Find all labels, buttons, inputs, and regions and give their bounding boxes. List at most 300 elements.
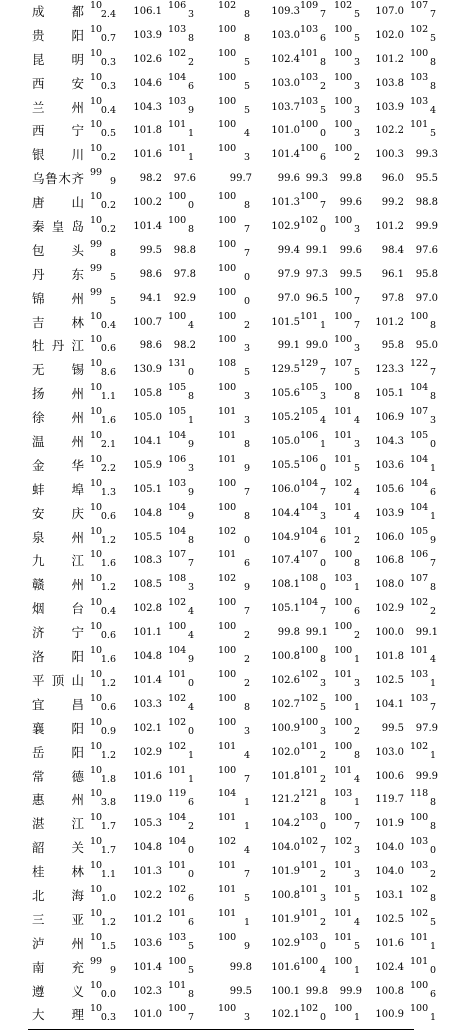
city-name: 常 德	[32, 768, 84, 784]
cell-value-bottom: 9	[187, 486, 194, 498]
cell-value-top: 105	[410, 525, 429, 537]
index-cell-c5: 99.8	[277, 627, 300, 639]
cell-value-bottom: 3	[353, 869, 360, 881]
cell-value-top: 102	[300, 836, 319, 848]
cell-value-top: 10	[90, 453, 103, 465]
cell-value-top: 107	[410, 0, 429, 11]
cell-value-top: 101	[410, 645, 429, 657]
cell-value-top: 10	[90, 430, 103, 442]
cell-value-bottom: 8	[319, 797, 326, 809]
index-cell-c1	[88, 741, 118, 765]
cell-value-bottom: 4	[243, 128, 250, 140]
cell-value-top: 101	[334, 907, 353, 919]
index-cell-c1	[88, 956, 118, 980]
index-cell-c3	[166, 191, 196, 215]
cell-value-top: 10	[90, 143, 103, 155]
index-cell-c8: 97.8	[381, 292, 404, 304]
cell-value-top: 99	[90, 286, 103, 298]
cell-value-bottom: 6	[319, 152, 326, 164]
index-cell-c8: 103.9	[375, 101, 404, 113]
index-cell-c9: 95.8	[415, 268, 438, 280]
cell-value-bottom: 0	[319, 462, 326, 474]
cell-value-top: 102	[410, 883, 429, 895]
index-cell-c8: 103.9	[375, 507, 404, 519]
index-cell-c9	[408, 1003, 438, 1027]
cell-value-bottom: 9	[243, 462, 250, 474]
index-cell-c6	[298, 454, 328, 478]
index-cell-c6	[298, 836, 328, 860]
cell-value-top: 101	[334, 883, 353, 895]
cell-value-bottom: 6	[187, 916, 194, 928]
cell-value-top: 99	[90, 238, 103, 250]
cell-value-top: 10	[90, 788, 103, 800]
index-cell-c8: 103.0	[375, 746, 404, 758]
cell-value-bottom: 0.4	[100, 319, 116, 331]
cell-value-bottom: 3	[353, 343, 360, 355]
cell-value-top: 102	[410, 597, 429, 609]
cell-value-bottom: 7	[243, 486, 250, 498]
cell-value-top: 100	[334, 382, 353, 394]
cell-value-bottom: 3	[243, 1012, 250, 1024]
table-row	[28, 549, 436, 573]
table-row	[28, 955, 436, 980]
city-name: 济 宁	[32, 625, 84, 641]
city-name: 赣 州	[32, 577, 84, 593]
index-cell-c8: 102.0	[375, 29, 404, 41]
cell-value-top: 104	[218, 788, 237, 800]
cell-value-bottom: 7	[319, 367, 326, 379]
index-cell-c1	[88, 597, 118, 621]
index-cell-c9	[408, 741, 438, 765]
cell-value-top: 101	[218, 430, 237, 442]
cell-value-bottom: 3	[353, 128, 360, 140]
cell-value-bottom: 8	[429, 319, 436, 331]
table-row	[28, 358, 436, 382]
cell-value-top: 102	[300, 1003, 319, 1015]
cell-value-top: 100	[218, 191, 237, 203]
city-name: 兰 州	[32, 99, 84, 115]
cell-value-bottom: 1	[353, 701, 360, 713]
cell-value-bottom: 1	[187, 749, 194, 761]
index-cell-c2: 105.0	[133, 412, 162, 424]
cell-value-bottom: 2	[319, 749, 326, 761]
cell-value-top: 101	[218, 860, 237, 872]
cell-value-bottom: 2	[353, 725, 360, 737]
cell-value-bottom: 1	[319, 439, 326, 451]
cell-value-bottom: 8	[187, 32, 194, 44]
index-cell-c3	[166, 72, 196, 96]
index-cell-c1	[88, 311, 118, 335]
cell-value-top: 104	[300, 501, 319, 513]
cell-value-top: 101	[334, 430, 353, 442]
cell-value-bottom: 5	[319, 701, 326, 713]
city-name: 宜 昌	[32, 696, 84, 712]
table-row	[28, 47, 436, 72]
cell-value-bottom: 7	[319, 486, 326, 498]
cell-value-top: 101	[300, 860, 319, 872]
table-row	[28, 836, 436, 860]
cell-value-top: 100	[300, 716, 319, 728]
cell-value-top: 103	[300, 71, 319, 83]
cell-value-bottom: 1.2	[100, 749, 116, 761]
index-cell-c3	[166, 717, 196, 741]
cell-value-bottom: 5	[353, 9, 360, 20]
index-cell-c7	[332, 0, 362, 24]
cell-value-bottom: 8	[109, 247, 116, 259]
cell-value-bottom: 0	[429, 964, 436, 976]
index-cell-c3	[166, 143, 196, 167]
cell-value-top: 100	[334, 812, 353, 824]
cell-value-bottom: 4	[187, 701, 194, 713]
index-cell-c7	[332, 932, 362, 956]
index-cell-c4	[216, 717, 252, 741]
index-cell-c1	[88, 191, 118, 215]
city-name: 徐 州	[32, 410, 84, 426]
index-cell-c5: 101.3	[271, 197, 300, 209]
index-cell-c3	[166, 454, 196, 478]
index-cell-c9	[408, 932, 438, 956]
cell-value-bottom: 0.6	[100, 510, 116, 522]
index-cell-c7: 99.6	[339, 197, 362, 209]
cell-value-top: 100	[218, 119, 237, 131]
cell-value-top: 101	[334, 764, 353, 776]
index-cell-c9	[408, 980, 438, 1004]
index-cell-c1	[88, 454, 118, 478]
index-cell-c3	[166, 311, 196, 335]
cell-value-bottom: 0	[187, 869, 194, 881]
index-cell-c8: 105.6	[375, 483, 404, 495]
index-cell-c9	[408, 72, 438, 96]
cell-value-bottom: 0.0	[100, 988, 116, 1000]
index-cell-c8: 104.3	[375, 436, 404, 448]
index-cell-c5: 102.9	[271, 221, 300, 233]
index-cell-c8: 99.5	[381, 722, 404, 734]
index-cell-c6	[298, 932, 328, 956]
cell-value-bottom: 6	[243, 558, 250, 570]
index-cell-c5: 101.8	[271, 770, 300, 782]
index-cell-c4	[216, 836, 252, 860]
cell-value-bottom: 1	[243, 916, 250, 928]
index-cell-c8: 100.3	[375, 149, 404, 161]
cell-value-top: 101	[218, 883, 237, 895]
cell-value-top: 103	[410, 836, 429, 848]
index-cell-c6	[298, 191, 328, 215]
index-cell-c7	[332, 597, 362, 621]
index-cell-c2: 102.8	[133, 603, 162, 615]
index-cell-c8: 101.2	[375, 221, 404, 233]
cell-value-top: 103	[168, 931, 187, 943]
index-cell-c8: 96.1	[381, 268, 404, 280]
index-cell-c1	[88, 406, 118, 430]
cell-value-bottom: 8	[429, 892, 436, 904]
cell-value-bottom: 7	[243, 247, 250, 259]
cell-value-top: 105	[300, 382, 319, 394]
index-cell-c7	[332, 334, 362, 358]
cell-value-top: 101	[218, 406, 237, 418]
cell-value-bottom: 0	[319, 1012, 326, 1024]
cell-value-top: 10	[90, 764, 103, 776]
index-cell-c4	[216, 812, 252, 836]
cell-value-bottom: 4	[429, 104, 436, 116]
index-cell-c2: 103.3	[133, 698, 162, 710]
cell-value-top: 10	[90, 0, 103, 11]
index-cell-c1	[88, 788, 118, 812]
index-cell-c7	[332, 693, 362, 717]
index-cell-c8: 104.0	[375, 842, 404, 854]
cell-value-top: 131	[168, 358, 187, 370]
index-cell-c7	[332, 717, 362, 741]
index-cell-c5: 105.5	[271, 459, 300, 471]
index-cell-c8: 99.2	[381, 197, 404, 209]
cell-value-bottom: 4	[353, 486, 360, 498]
index-cell-c7	[332, 382, 362, 406]
index-cell-c1	[88, 812, 118, 836]
cell-value-top: 104	[300, 477, 319, 489]
cell-value-top: 104	[168, 501, 187, 513]
cell-value-top: 100	[334, 119, 353, 131]
table-row	[28, 477, 436, 502]
index-cell-c7	[332, 741, 362, 765]
cell-value-bottom: 3	[187, 9, 194, 20]
cell-value-top: 10	[90, 621, 103, 633]
table-row	[28, 740, 436, 765]
index-cell-c1	[88, 1003, 118, 1027]
cell-value-top: 101	[168, 143, 187, 155]
index-cell-c4: 99.5	[229, 985, 252, 997]
cell-value-bottom: 0	[187, 725, 194, 737]
index-cell-c4	[216, 48, 252, 72]
cell-value-top: 100	[334, 716, 353, 728]
index-cell-c3	[166, 812, 196, 836]
index-cell-c8: 102.9	[375, 603, 404, 615]
cell-value-top: 100	[168, 621, 187, 633]
index-cell-c5: 102.6	[271, 674, 300, 686]
city-name: 惠 州	[32, 792, 84, 808]
index-cell-c6	[298, 143, 328, 167]
index-cell-c4	[216, 645, 252, 669]
cell-value-bottom: 7	[243, 869, 250, 881]
cell-value-bottom: 4	[353, 510, 360, 522]
index-cell-c3	[166, 478, 196, 502]
cell-value-bottom: 1.7	[100, 821, 116, 833]
index-cell-c5: 101.5	[271, 316, 300, 328]
index-cell-c4	[216, 406, 252, 430]
cell-value-bottom: 7	[429, 558, 436, 570]
index-cell-c2: 94.1	[139, 292, 162, 304]
index-cell-c2: 104.1	[133, 436, 162, 448]
cell-value-bottom: 0	[319, 128, 326, 140]
cell-value-top: 104	[168, 645, 187, 657]
index-cell-c6	[298, 741, 328, 765]
cell-value-bottom: 0	[319, 224, 326, 236]
cell-value-bottom: 8	[429, 582, 436, 594]
cell-value-top: 108	[300, 573, 319, 585]
index-cell-c2: 98.2	[139, 173, 162, 185]
index-cell-c8: 101.9	[375, 818, 404, 830]
cell-value-bottom: 0	[429, 439, 436, 451]
index-cell-c3	[166, 884, 196, 908]
index-cell-c1	[88, 765, 118, 789]
index-cell-c1	[88, 908, 118, 932]
cell-value-bottom: 8	[429, 80, 436, 92]
index-cell-c8: 100.9	[375, 1009, 404, 1021]
cell-value-top: 103	[300, 23, 319, 35]
cell-value-bottom: 4	[429, 654, 436, 666]
index-cell-c5: 102.9	[271, 937, 300, 949]
index-cell-c4	[216, 96, 252, 120]
index-cell-c5: 101.0	[271, 125, 300, 137]
cell-value-top: 100	[218, 477, 237, 489]
city-name: 湛 江	[32, 816, 84, 832]
cell-value-bottom: 3	[243, 415, 250, 427]
cell-value-bottom: 2	[429, 869, 436, 881]
cell-value-bottom: 4	[243, 845, 250, 857]
cell-value-top: 103	[300, 95, 319, 107]
cell-value-top: 100	[334, 23, 353, 35]
cell-value-top: 105	[168, 382, 187, 394]
cell-value-top: 105	[168, 406, 187, 418]
city-name: 九 江	[32, 553, 84, 569]
cell-value-top: 103	[168, 23, 187, 35]
index-cell-c7	[332, 549, 362, 573]
cell-value-bottom: 2.1	[100, 439, 116, 451]
index-cell-c2: 100.7	[133, 316, 162, 328]
cell-value-top: 102	[300, 215, 319, 227]
cell-value-top: 100	[334, 549, 353, 561]
cell-value-bottom: 0.6	[100, 630, 116, 642]
city-name: 吉 林	[32, 314, 84, 330]
index-cell-c1	[88, 430, 118, 454]
city-name: 遵 义	[32, 983, 84, 999]
index-cell-c9	[408, 836, 438, 860]
cell-value-bottom: 0	[243, 534, 250, 546]
index-cell-c4	[216, 741, 252, 765]
index-cell-c5: 100.9	[271, 722, 300, 734]
index-cell-c1	[88, 96, 118, 120]
cell-value-bottom: 4	[353, 773, 360, 785]
cell-value-bottom: 5	[243, 56, 250, 68]
index-cell-c1	[88, 860, 118, 884]
cell-value-bottom: 0.7	[100, 32, 116, 44]
index-cell-c6	[298, 72, 328, 96]
cell-value-top: 100	[218, 262, 237, 274]
cell-value-bottom: 1	[187, 415, 194, 427]
cell-value-bottom: 1.2	[100, 677, 116, 689]
cell-value-bottom: 2	[353, 152, 360, 164]
cell-value-top: 100	[300, 191, 319, 203]
index-cell-c2: 104.6	[133, 77, 162, 89]
cell-value-bottom: 9	[187, 439, 194, 451]
index-cell-c8: 103.8	[375, 77, 404, 89]
index-cell-c5: 99.6	[277, 173, 300, 185]
index-cell-c3	[166, 24, 196, 48]
cell-value-bottom: 4	[319, 415, 326, 427]
index-cell-c7	[332, 311, 362, 335]
index-cell-c2: 104.8	[133, 842, 162, 854]
index-cell-c8: 98.4	[381, 244, 404, 256]
index-cell-c4	[216, 932, 252, 956]
cell-value-top: 101	[300, 47, 319, 59]
city-name: 丹 东	[32, 266, 84, 282]
index-cell-c3	[166, 48, 196, 72]
cell-value-top: 10	[90, 979, 103, 991]
table-row	[28, 525, 436, 550]
cell-value-bottom: 0.9	[100, 725, 116, 737]
cell-value-top: 101	[334, 931, 353, 943]
table-row	[28, 501, 436, 526]
cell-value-top: 101	[410, 955, 429, 967]
cell-value-bottom: 4	[187, 630, 194, 642]
cell-value-top: 106	[300, 453, 319, 465]
city-name: 贵 阳	[32, 27, 84, 43]
index-cell-c9	[408, 406, 438, 430]
city-name: 洛 阳	[32, 649, 84, 665]
cell-value-bottom: 2	[319, 773, 326, 785]
cell-value-bottom: 2	[353, 630, 360, 642]
cell-value-bottom: 1	[319, 319, 326, 331]
index-cell-c2: 105.1	[133, 483, 162, 495]
index-cell-c5: 101.9	[271, 913, 300, 925]
table-row	[28, 668, 436, 693]
cell-value-bottom: 8	[353, 558, 360, 570]
index-cell-c4	[216, 430, 252, 454]
cell-value-top: 101	[300, 764, 319, 776]
table-row	[28, 262, 438, 287]
index-cell-c5: 103.7	[271, 101, 300, 113]
cell-value-bottom: 1.7	[100, 845, 116, 857]
cell-value-top: 10	[90, 525, 103, 537]
index-cell-c6: 99.8	[305, 985, 328, 997]
cell-value-bottom: 0.2	[100, 200, 116, 212]
index-cell-c2: 101.3	[133, 866, 162, 878]
index-cell-c3	[166, 956, 196, 980]
cell-value-bottom: 5	[429, 128, 436, 140]
index-cell-c7	[332, 24, 362, 48]
cell-value-bottom: 1.2	[100, 916, 116, 928]
cell-value-top: 100	[300, 143, 319, 155]
index-cell-c8: 100.0	[375, 627, 404, 639]
cell-value-bottom: 1	[429, 510, 436, 522]
index-cell-c9: 97.9	[415, 722, 438, 734]
cell-value-top: 102	[410, 740, 429, 752]
index-cell-c2: 105.3	[133, 818, 162, 830]
table-row	[28, 453, 436, 478]
index-cell-c6	[298, 48, 328, 72]
cell-value-bottom: 7	[243, 224, 250, 236]
cell-value-bottom: 0.4	[100, 606, 116, 618]
cell-value-top: 100	[300, 955, 319, 967]
table-row	[28, 764, 438, 789]
cell-value-top: 103	[334, 573, 353, 585]
index-cell-c1	[88, 478, 118, 502]
cell-value-top: 107	[334, 358, 353, 370]
index-cell-c9	[408, 860, 438, 884]
index-cell-c4	[216, 478, 252, 502]
index-cell-c8: 119.7	[375, 794, 404, 806]
index-cell-c4	[216, 669, 252, 693]
cell-value-top: 10	[90, 95, 103, 107]
cell-value-top: 10	[90, 740, 103, 752]
cell-value-top: 103	[300, 812, 319, 824]
city-name: 乌 鲁 木 齐	[32, 171, 84, 187]
index-cell-c6	[298, 645, 328, 669]
cell-value-bottom: 8	[187, 224, 194, 236]
index-cell-c6	[298, 502, 328, 526]
cell-value-bottom: 0.3	[100, 80, 116, 92]
index-cell-c4	[216, 765, 252, 789]
cell-value-top: 102	[410, 23, 429, 35]
index-cell-c4	[216, 502, 252, 526]
